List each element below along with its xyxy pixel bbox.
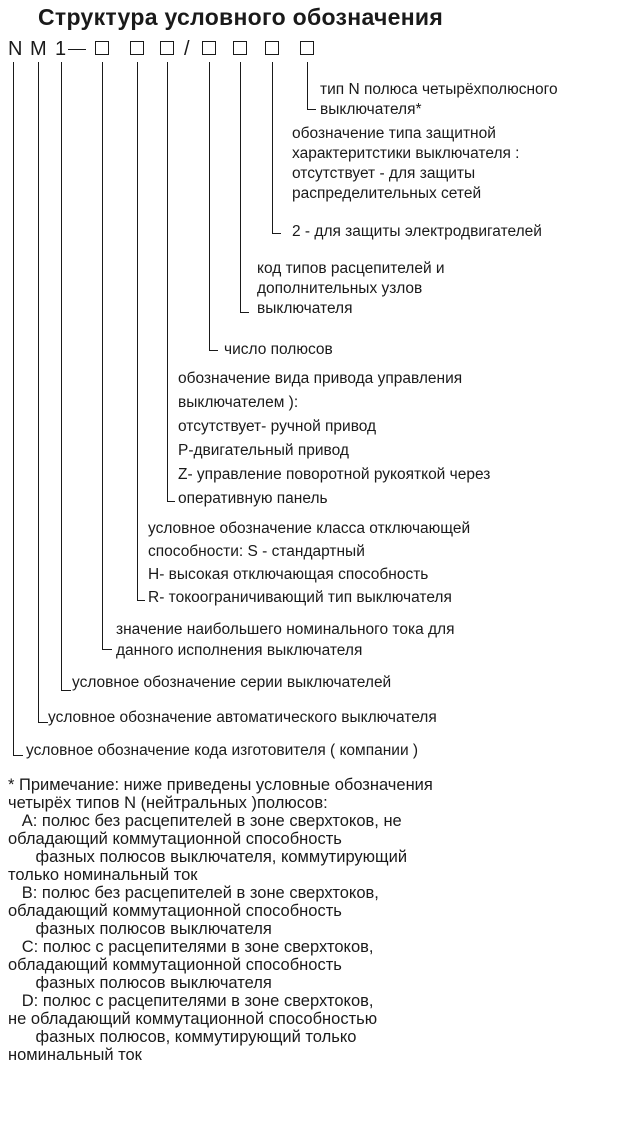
code-dash <box>68 49 86 50</box>
annotation-poles: число полюсов <box>224 341 333 358</box>
leader-series-tick <box>61 690 71 691</box>
annotation-line: отсутствует - для защиты <box>292 165 476 182</box>
footnote-line: обладающий коммутационной способность <box>8 830 342 848</box>
leader-release-tick <box>240 312 249 313</box>
leader-maker-tick <box>13 755 23 756</box>
leader-breaking <box>137 62 138 601</box>
leader-drive <box>167 62 168 502</box>
leader-series <box>61 62 62 691</box>
annotation-line: условное обозначение класса отключающей <box>148 520 471 537</box>
code-digit-1: 1 <box>55 38 67 60</box>
leader-breaker <box>38 62 39 723</box>
code-letter-n: N <box>8 38 23 60</box>
leader-drive-tick <box>167 501 175 502</box>
code-box-n-pole <box>300 41 314 55</box>
annotation-drive <box>178 367 490 511</box>
page-title: Структура условного обозначения <box>38 4 444 30</box>
footnote-line: С: полюс с расцепителями в зоне сверхтоков, <box>8 938 374 956</box>
leader-release <box>240 62 241 313</box>
code-letter-m: M <box>30 38 47 60</box>
code-box-current <box>95 41 109 55</box>
annotation-line: Z- управление поворотной рукояткой через <box>178 466 491 483</box>
annotation-line: способности: S - стандартный <box>148 543 365 560</box>
footnote <box>8 776 433 1064</box>
annotation-release <box>257 259 445 319</box>
footnote-line: только номинальный ток <box>8 866 198 884</box>
leader-n-pole <box>307 62 308 110</box>
footnote-line: фазных полюсов выключателя <box>8 974 272 992</box>
annotation-line: обозначение типа защитной <box>292 125 496 142</box>
annotation-maker: условное обозначение кода изготовителя ( компании ) <box>26 742 419 759</box>
annotation-line: выключателя* <box>320 101 422 118</box>
annotation-breaker: условное обозначение автоматического выключателя <box>48 709 437 726</box>
leader-n-pole-tick <box>307 109 316 110</box>
leader-current-tick <box>102 649 112 650</box>
leader-breaker-tick <box>38 722 48 723</box>
footnote-line: фазных полюсов выключателя <box>8 920 272 938</box>
footnote-line: А: полюс без расцепителей в зоне сверхтоков, не <box>8 812 402 830</box>
annotation-protection-2: 2 - для защиты электродвигателей <box>292 223 542 240</box>
leader-protection <box>272 62 273 234</box>
code-box-drive <box>160 41 174 55</box>
footnote-line: обладающий коммутационной способность <box>8 902 342 920</box>
code-slash: / <box>184 38 190 60</box>
footnote-line: номинальный ток <box>8 1046 142 1064</box>
code-box-breaking <box>130 41 144 55</box>
annotation-line: тип N полюса четырёхполюсного <box>320 81 558 98</box>
code-box-poles <box>202 41 216 55</box>
leader-protection-tick <box>272 233 281 234</box>
annotation-line: обозначение вида привода управления <box>178 370 463 387</box>
footnote-line: * Примечание: ниже приведены условные обозначения <box>8 776 433 794</box>
annotation-n-pole <box>320 80 558 120</box>
footnote-line: четырёх типов N (нейтральных )полюсов: <box>8 794 328 812</box>
code-box-release <box>233 41 247 55</box>
annotation-line: отсутствует- ручной привод <box>178 418 377 435</box>
annotation-line: код типов расцепителей и <box>257 260 445 277</box>
footnote-line: обладающий коммутационной способность <box>8 956 342 974</box>
footnote-line: В: полюс без расцепителей в зоне сверхтоков, <box>8 884 379 902</box>
leader-poles-tick <box>209 350 218 351</box>
annotation-current <box>116 619 455 661</box>
footnote-line: фазных полюсов, коммутирующий только <box>8 1028 357 1046</box>
annotation-line: значение наибольшего номинального тока для <box>116 621 455 638</box>
leader-maker <box>13 62 14 756</box>
leader-breaking-tick <box>137 600 145 601</box>
annotation-line: характеритстики выключателя : <box>292 145 520 162</box>
footnote-line: фазных полюсов выключателя, коммутирующий <box>8 848 408 866</box>
code-box-protection <box>265 41 279 55</box>
annotation-series: условное обозначение серии выключателей <box>72 674 392 691</box>
annotation-line: выключателем ): <box>178 394 299 411</box>
annotation-breaking <box>148 517 470 609</box>
annotation-line: распределительных сетей <box>292 185 482 202</box>
annotation-line: Р-двигательный привод <box>178 442 349 459</box>
annotation-line: данного исполнения выключателя <box>116 642 363 659</box>
annotation-line: H- высокая отключающая способность <box>148 566 429 583</box>
footnote-line: D: полюс с расцепителями в зоне сверхтоков, <box>8 992 374 1010</box>
annotation-line: дополнительных узлов <box>257 280 423 297</box>
annotation-line: R- токоограничивающий тип выключателя <box>148 589 452 606</box>
annotation-line: оперативную панель <box>178 490 328 507</box>
annotation-line: выключателя <box>257 300 353 317</box>
leader-poles <box>209 62 210 351</box>
footnote-line: не обладающий коммутационной способностью <box>8 1010 378 1028</box>
leader-current <box>102 62 103 650</box>
annotation-protection <box>292 124 520 204</box>
